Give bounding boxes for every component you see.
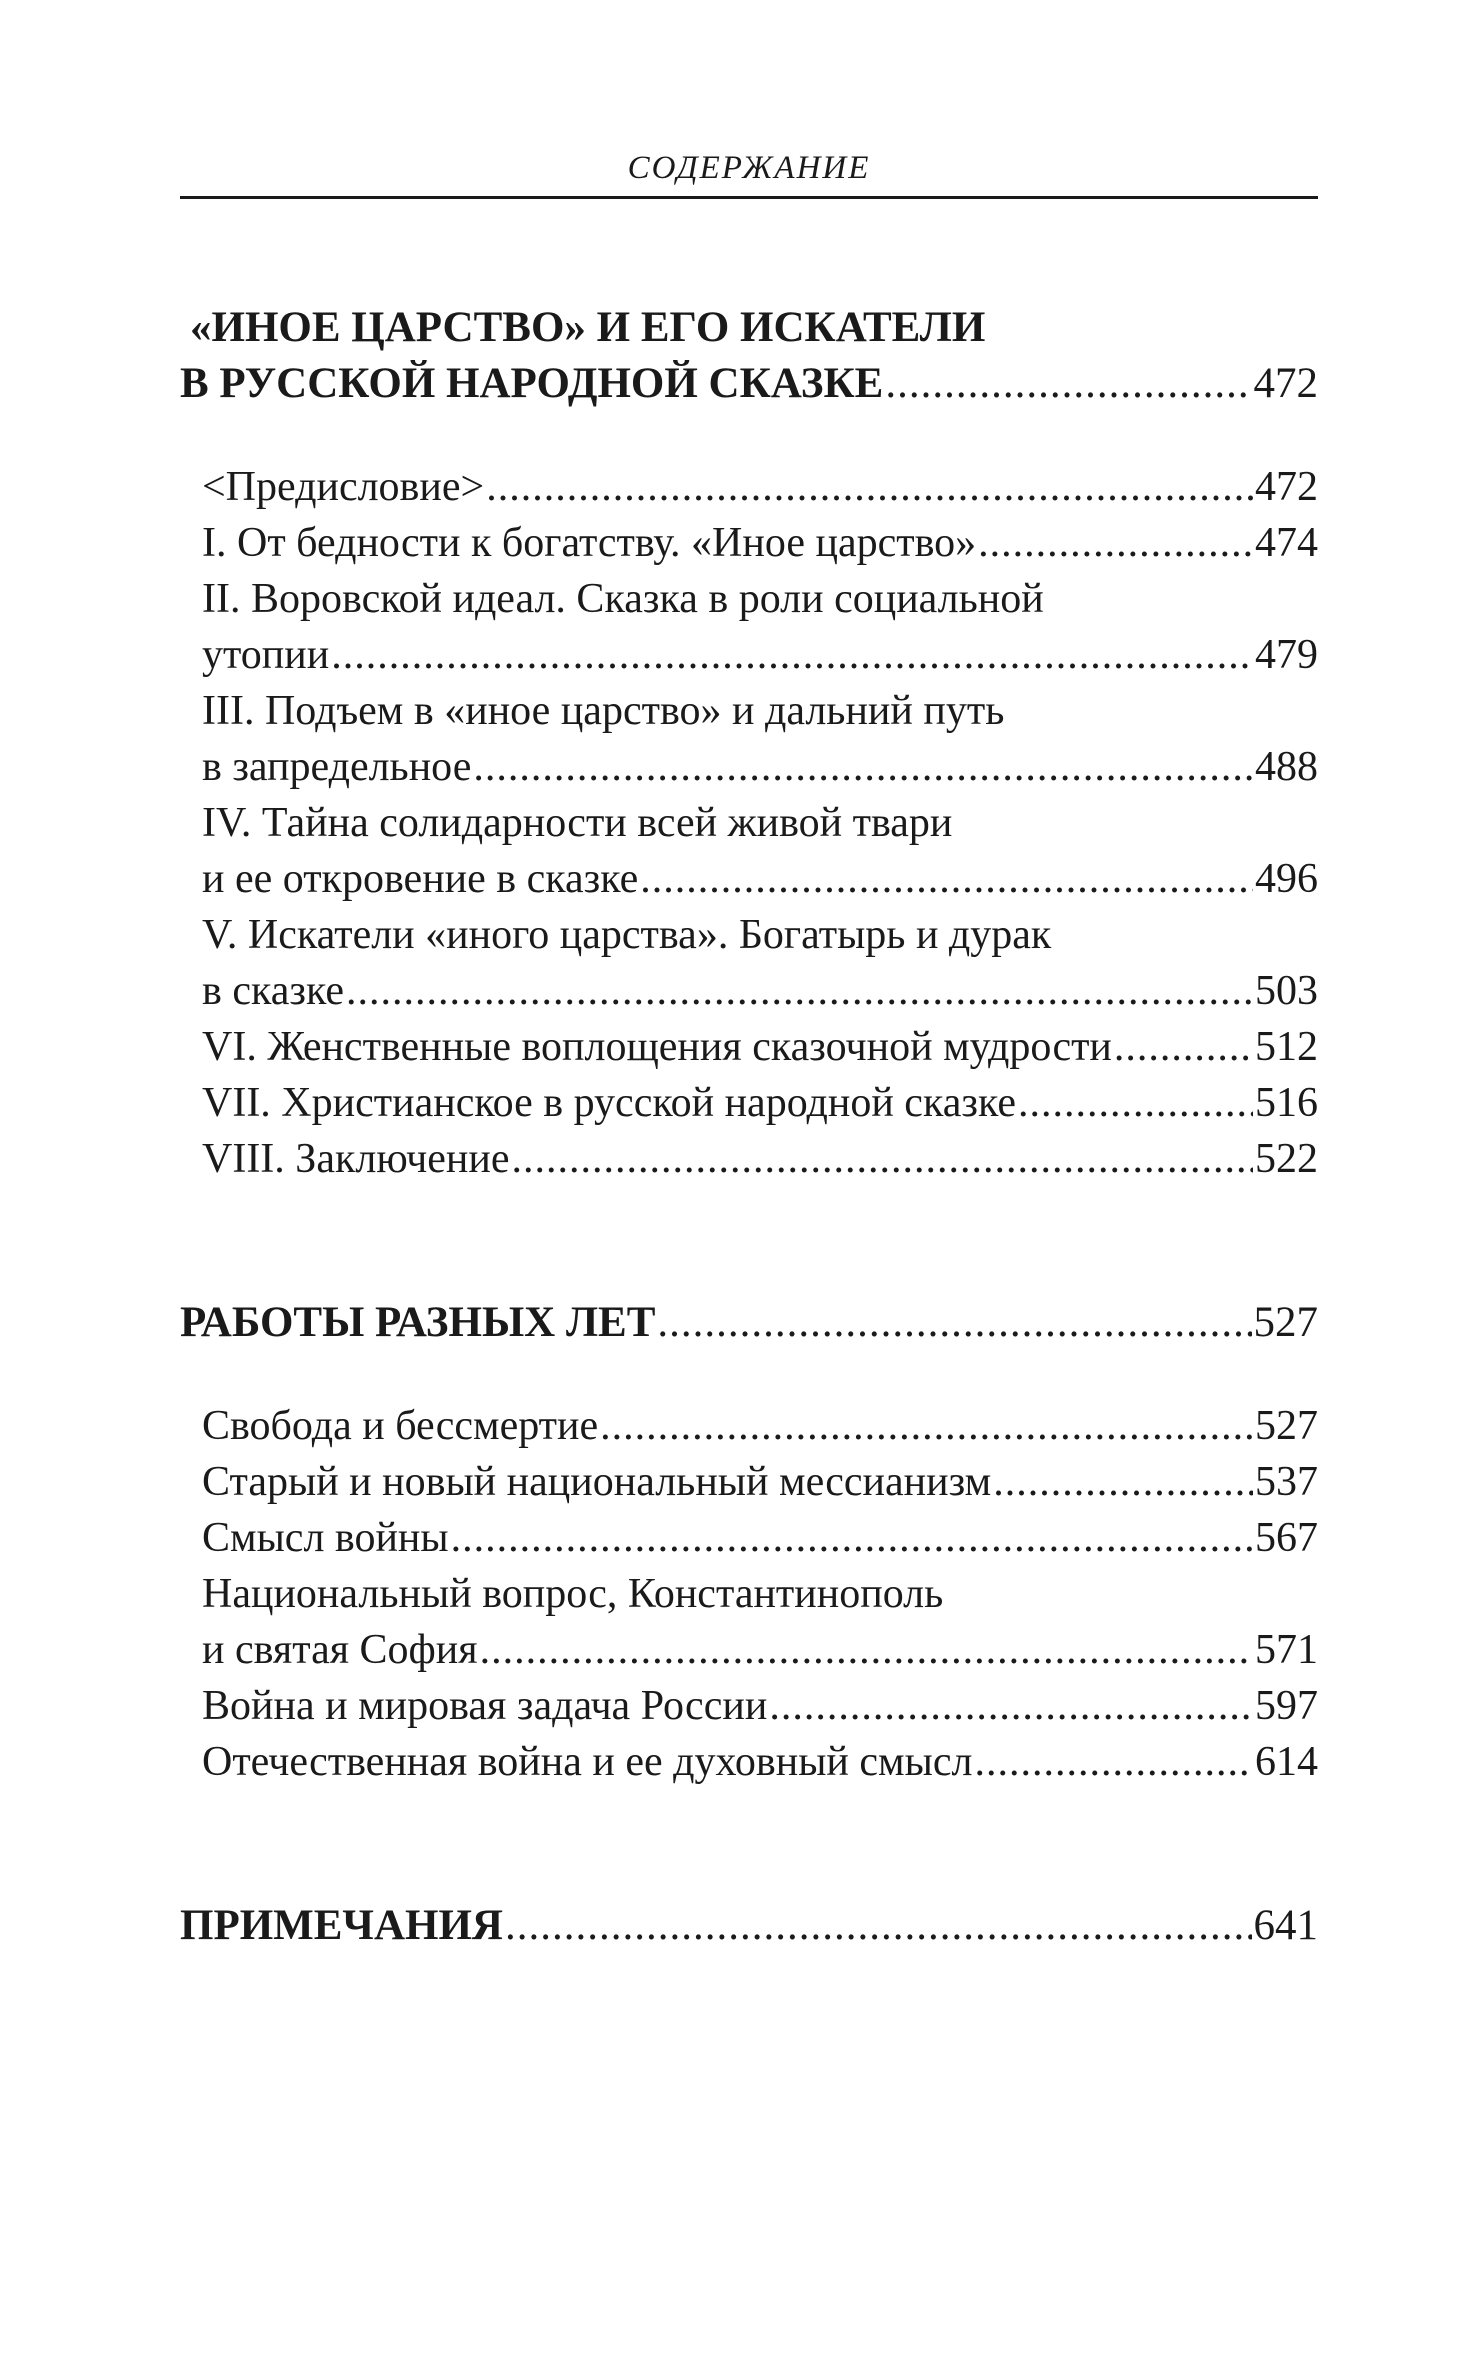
entry-title: <Предисловие>	[202, 464, 485, 510]
entry-title: VI. Женственные воплощения сказочной мудрости	[202, 1024, 1112, 1070]
toc-part-3	[180, 1898, 1318, 1954]
toc-entry	[180, 627, 1318, 683]
toc-part-1	[180, 300, 1318, 412]
entry-title: Отечественная война и ее духовный смысл	[202, 1739, 973, 1785]
entry-title: в запредельное	[202, 744, 472, 790]
toc-entry-line	[180, 1566, 1318, 1622]
page-number: 597	[1255, 1683, 1318, 1729]
entry-title: в сказке	[202, 968, 344, 1014]
page-number: 527	[1255, 1403, 1318, 1449]
dot-leader	[640, 851, 1253, 907]
toc-entry	[180, 1734, 1318, 1790]
page-number: 516	[1255, 1080, 1318, 1126]
toc-entry	[180, 1454, 1318, 1510]
dot-leader	[505, 1898, 1252, 1954]
running-head: СОДЕРЖАНИЕ	[627, 150, 871, 186]
dot-leader	[885, 356, 1251, 412]
entry-title: и святая София	[202, 1627, 478, 1673]
toc-part-2-entries	[180, 1398, 1318, 1790]
dot-leader	[480, 1622, 1253, 1678]
dot-leader	[451, 1510, 1253, 1566]
page-number: 503	[1255, 968, 1318, 1014]
dot-leader	[974, 1734, 1253, 1790]
page-number: 567	[1255, 1515, 1318, 1561]
page-number: 527	[1253, 1299, 1318, 1346]
entry-title: утопии	[202, 632, 330, 678]
dot-leader	[346, 963, 1253, 1019]
entry-title: Война и мировая задача России	[202, 1683, 768, 1729]
dot-leader	[486, 459, 1253, 515]
entry-title: Национальный вопрос, Константинополь	[202, 1571, 944, 1617]
entry-title: VIII. Заключение	[202, 1136, 510, 1182]
part-title: В РУССКОЙ НАРОДНОЙ СКАЗКЕ	[180, 360, 884, 407]
dot-leader	[600, 1398, 1253, 1454]
dot-leader	[511, 1131, 1253, 1187]
part-title: «ИНОЕ ЦАРСТВО» И ЕГО ИСКАТЕЛИ	[190, 304, 986, 351]
page-number: 512	[1255, 1024, 1318, 1070]
entry-title: III. Подъем в «иное царство» и дальний путь	[202, 688, 1005, 734]
entry-title: V. Искатели «иного царства». Богатырь и дурак	[202, 912, 1052, 958]
entry-title: Старый и новый национальный мессианизм	[202, 1459, 992, 1505]
page-number: 537	[1255, 1459, 1318, 1505]
toc-entry	[180, 1398, 1318, 1454]
page-number: 474	[1255, 520, 1318, 566]
page-number: 488	[1255, 744, 1318, 790]
toc-entry-line	[180, 571, 1318, 627]
page-number: 571	[1255, 1627, 1318, 1673]
toc-entry	[180, 515, 1318, 571]
toc-entry-line	[180, 683, 1318, 739]
page-number: 479	[1255, 632, 1318, 678]
entry-title: VII. Христианское в русской народной сказке	[202, 1080, 1016, 1126]
dot-leader	[993, 1454, 1253, 1510]
page-number: 641	[1253, 1902, 1318, 1949]
toc-entry	[180, 963, 1318, 1019]
part-title-line	[180, 356, 1318, 412]
dot-leader	[1114, 1019, 1253, 1075]
page-number: 496	[1255, 856, 1318, 902]
dot-leader	[978, 515, 1253, 571]
toc-part-1-entries	[180, 459, 1318, 1187]
part-title-line	[180, 1295, 1318, 1351]
dot-leader	[657, 1295, 1251, 1351]
toc-entry	[180, 739, 1318, 795]
part-title-line	[180, 1898, 1318, 1954]
entry-title: I. От бедности к богатству. «Иное царство»	[202, 520, 977, 566]
page-number: 472	[1255, 464, 1318, 510]
toc-entry	[180, 1622, 1318, 1678]
dot-leader	[473, 739, 1253, 795]
header-rule	[180, 196, 1318, 199]
toc-entry	[180, 1075, 1318, 1131]
part-title: РАБОТЫ РАЗНЫХ ЛЕТ	[180, 1299, 656, 1346]
part-title-line	[180, 300, 1318, 356]
toc-entry-line	[180, 907, 1318, 963]
dot-leader	[1018, 1075, 1253, 1131]
part-title: ПРИМЕЧАНИЯ	[180, 1902, 503, 1949]
toc-entry-line	[180, 795, 1318, 851]
toc-entry	[180, 1131, 1318, 1187]
toc-entry	[180, 1510, 1318, 1566]
toc-entry	[180, 1019, 1318, 1075]
entry-title: IV. Тайна солидарности всей живой твари	[202, 800, 953, 846]
page-number: 522	[1255, 1136, 1318, 1182]
entry-title: и ее откровение в сказке	[202, 856, 639, 902]
page-number: 472	[1253, 360, 1318, 407]
dot-leader	[769, 1678, 1253, 1734]
table-of-contents	[180, 300, 1318, 1954]
entry-title: Свобода и бессмертие	[202, 1403, 599, 1449]
entry-title: Смысл войны	[202, 1515, 449, 1561]
entry-title: II. Воровской идеал. Сказка в роли социальной	[202, 576, 1044, 622]
toc-entry	[180, 851, 1318, 907]
toc-entry	[180, 1678, 1318, 1734]
toc-part-2	[180, 1295, 1318, 1351]
toc-entry	[180, 459, 1318, 515]
page-number: 614	[1255, 1739, 1318, 1785]
dot-leader	[331, 627, 1253, 683]
